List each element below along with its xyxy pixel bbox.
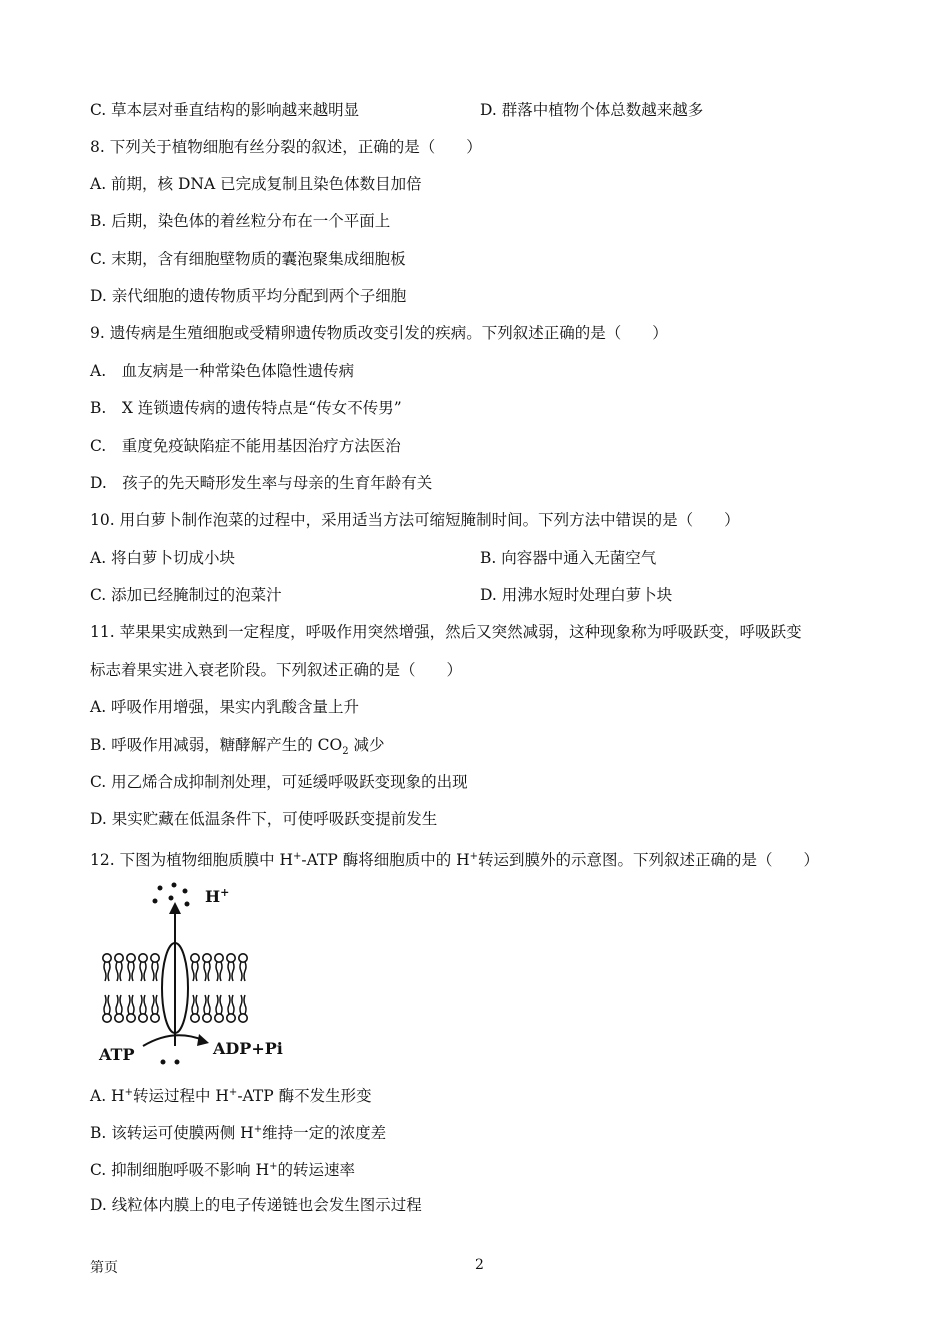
q10-option-c: C. 添加已经腌制过的泡菜汁 (90, 586, 282, 604)
transport-arrow-head (169, 902, 181, 914)
q12-stem: 12. 下图为植物细胞质膜中 H+-ATP 酶将细胞质中的 H+转运到膜外的示意图。下列叙述正确的是（ ） (90, 851, 820, 870)
footer-label: 第页 (90, 1260, 118, 1276)
q7-option-c: C. 草本层对垂直结构的影响越来越明显 (90, 101, 360, 119)
q8-option-b: B. 后期，染色体的着丝粒分布在一个平面上 (90, 212, 391, 230)
atp-label: ATP (99, 1045, 135, 1064)
hydrogen-ion-inside (175, 1060, 180, 1065)
q8-option-c: C. 末期，含有细胞壁物质的囊泡聚集成细胞板 (90, 250, 406, 268)
q11-stem-line1: 11. 苹果果实成熟到一定程度，呼吸作用突然增强，然后又突然减弱，这种现象称为呼吸跃变，呼吸跃变 (90, 623, 802, 641)
q11-option-b: B. 呼吸作用减弱，糖酵解产生的 $CO_2$ 减少 (90, 736, 385, 758)
q11-stem-line2: 标志着果实进入衰老阶段。下列叙述正确的是（ ） (90, 661, 463, 679)
q11-option-c: C. 用乙烯合成抑制剂处理，可延缓呼吸跃变现象的出现 (90, 773, 468, 791)
q10-option-a: A. 将白萝卜切成小块 (90, 549, 236, 567)
q9-option-a: A. 血友病是一种常染色体隐性遗传病 (90, 362, 355, 380)
q12-option-b: B. 该转运可使膜两侧 H+维持一定的浓度差 (90, 1124, 387, 1143)
q8-stem: 8. 下列关于植物细胞有丝分裂的叙述，正确的是（ ） (90, 138, 482, 156)
atp-hydrolysis-arrow (143, 1035, 203, 1046)
q9-option-c: C. 重度免疫缺陷症不能用基因治疗方法医治 (90, 437, 401, 455)
hydrogen-ion-inside (161, 1060, 166, 1065)
page-number: 2 (475, 1257, 484, 1273)
hydrogen-ions-outside (153, 883, 190, 907)
lipid-bilayer-right (191, 954, 247, 1022)
q12-option-a: A. H+转运过程中 H+-ATP 酶不发生形变 (90, 1087, 372, 1106)
q9-stem: 9. 遗传病是生殖细胞或受精卵遗传物质改变引发的疾病。下列叙述正确的是（ ） (90, 324, 668, 342)
atp-arrow-head (197, 1034, 209, 1046)
q12-option-c: C. 抑制细胞呼吸不影响 H+的转运速率 (90, 1161, 356, 1180)
q9-option-d: D. 孩子的先天畸形发生率与母亲的生育年龄有关 (90, 474, 433, 492)
q8-option-d: D. 亲代细胞的遗传物质平均分配到两个子细胞 (90, 287, 407, 305)
q10-option-d: D. 用沸水短时处理白萝卜块 (480, 586, 673, 604)
q10-stem: 10. 用白萝卜制作泡菜的过程中，采用适当方法可缩短腌制时间。下列方法中错误的是（ ） (90, 511, 740, 529)
q12-option-d: D. 线粒体内膜上的电子传递链也会发生图示过程 (90, 1196, 422, 1214)
membrane-h-atpase-diagram (95, 878, 295, 1068)
lipid-bilayer-left (103, 954, 159, 1022)
q11-option-d: D. 果实贮藏在低温条件下，可使呼吸跃变提前发生 (90, 810, 438, 828)
h-ion-label: H+ (205, 886, 230, 906)
adp-pi-label: ADP+Pi (213, 1039, 283, 1058)
q7-option-d: D. 群落中植物个体总数越来越多 (480, 101, 704, 119)
q8-option-a: A. 前期，核 DNA 已完成复制且染色体数目加倍 (90, 175, 422, 193)
q9-option-b: B. X 连锁遗传病的遗传特点是“传女不传男” (90, 399, 402, 417)
q11-option-a: A. 呼吸作用增强，果实内乳酸含量上升 (90, 698, 360, 716)
q10-option-b: B. 向容器中通入无菌空气 (480, 549, 657, 567)
